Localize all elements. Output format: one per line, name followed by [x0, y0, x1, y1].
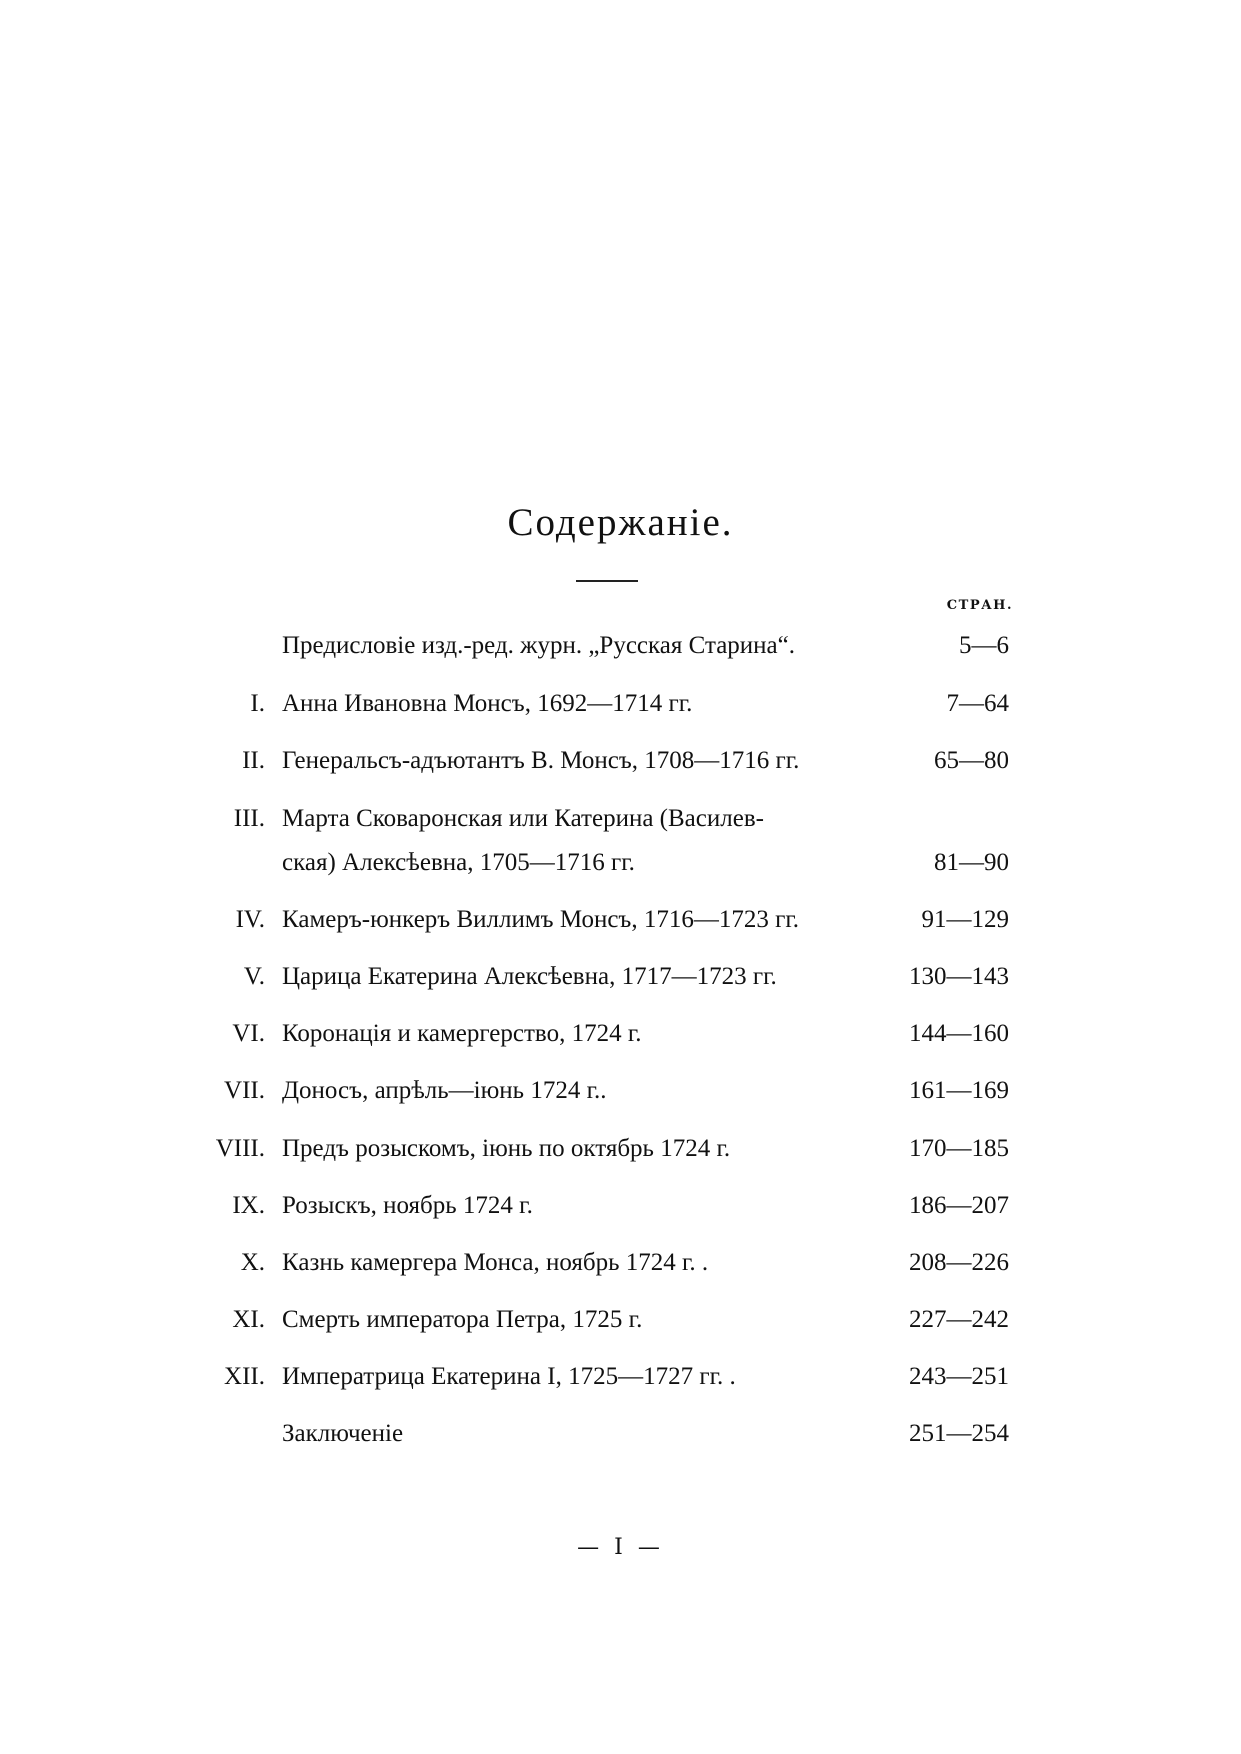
page-title: Содержаніе. [507, 501, 734, 544]
toc-number: I. [250, 690, 265, 717]
toc-title: Заключеніе [282, 1420, 404, 1447]
title-divider [576, 580, 638, 582]
toc-pages: 91—129 [921, 906, 1009, 933]
toc-title: Предисловіе изд.-ред. журн. „Русская Старина“. [282, 632, 796, 659]
toc-title: Розыскъ, ноябрь 1724 г. [282, 1192, 533, 1219]
toc-pages: 170—185 [909, 1135, 1009, 1162]
toc-title: Генеральсъ-адъютантъ В. Монсъ, 1708—1716 гг. [282, 747, 800, 774]
toc-number: V. [243, 963, 265, 990]
toc-pages: 7—64 [946, 690, 1009, 717]
toc-number: VII. [224, 1077, 265, 1104]
toc-title-line-2: ская) Алексѣевна, 1705—1716 гг. [282, 849, 635, 876]
toc-number: III. [233, 805, 265, 832]
toc-number: XI. [232, 1306, 265, 1333]
toc-pages: 186—207 [909, 1192, 1009, 1219]
toc-pages: 81—90 [934, 849, 1009, 876]
toc-number: VIII. [215, 1135, 265, 1162]
toc-title: Смерть императора Петра, 1725 г. [282, 1306, 643, 1333]
toc-pages: 130—143 [909, 963, 1009, 990]
toc-title: Казнь камергера Монса, ноябрь 1724 г. . [282, 1249, 709, 1276]
toc-title: Царица Екатерина Алексѣевна, 1717—1723 гг. [282, 963, 777, 990]
toc-pages: 251—254 [909, 1420, 1009, 1447]
toc-title: Коронація и камергерство, 1724 г. [282, 1020, 642, 1047]
pages-column-header: СТРАН. [946, 598, 1013, 613]
toc-number: IV. [235, 906, 265, 933]
toc-pages: 65—80 [934, 747, 1009, 774]
toc-number: XII. [224, 1363, 265, 1390]
toc-title: Доносъ, апрѣль—іюнь 1724 г.. [282, 1077, 607, 1104]
toc-pages: 144—160 [909, 1020, 1009, 1047]
toc-number: X. [240, 1249, 265, 1276]
toc-title-line-1: Марта Сковаронская или Катерина (Василев- [282, 805, 764, 832]
page-number: — I — [577, 1535, 664, 1560]
toc-pages: 243—251 [909, 1363, 1009, 1390]
toc-pages: 161—169 [909, 1077, 1009, 1104]
toc-number: IX. [232, 1192, 265, 1219]
toc-pages: 227—242 [909, 1306, 1009, 1333]
toc-number: VI. [232, 1020, 265, 1047]
toc-title: Камеръ-юнкеръ Виллимъ Монсъ, 1716—1723 гг. [282, 906, 800, 933]
toc-pages: 208—226 [909, 1249, 1009, 1276]
toc-title [282, 803, 872, 879]
toc-title: Предъ розыскомъ, іюнь по октябрь 1724 г. [282, 1135, 731, 1162]
toc-number: II. [242, 747, 265, 774]
toc-title: Императрица Екатерина I, 1725—1727 гг. . [282, 1363, 736, 1390]
toc-pages: 5—6 [959, 632, 1009, 659]
toc-title: Анна Ивановна Монсъ, 1692—1714 гг. [282, 690, 693, 717]
